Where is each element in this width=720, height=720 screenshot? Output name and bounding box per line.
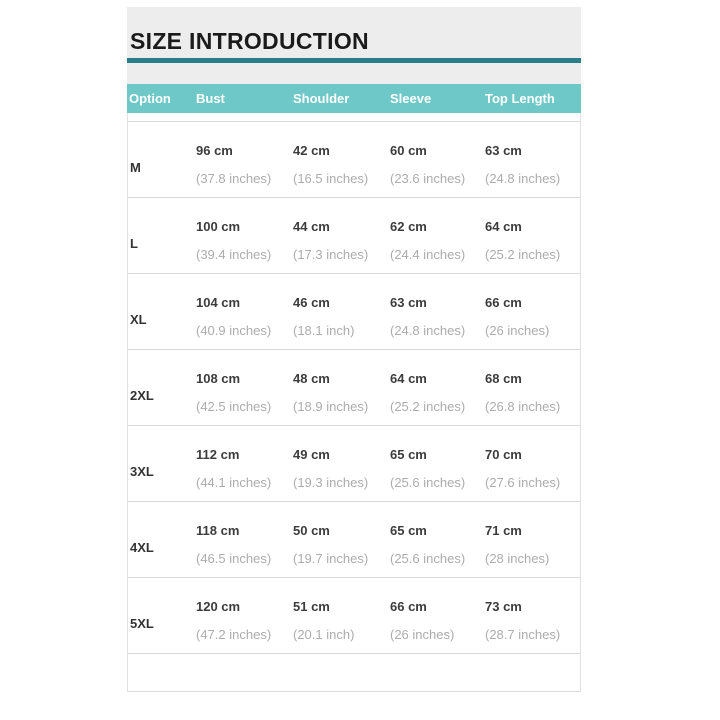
top-length-inches-value: (25.2 inches) <box>485 247 561 262</box>
bust-cm-value: 120 cm <box>196 599 241 614</box>
bust-inches-value: (46.5 inches) <box>196 551 272 566</box>
shoulder-cell <box>293 198 390 273</box>
sleeve-cm-value: 65 cm <box>390 523 427 538</box>
bust-cell <box>196 198 293 273</box>
bust-inches-value: (44.1 inches) <box>196 475 272 490</box>
sleeve-inches-value: (23.6 inches) <box>390 171 466 186</box>
sleeve-cm-value: 64 cm <box>390 371 427 386</box>
top-length-inches-value: (26.8 inches) <box>485 399 561 414</box>
sleeve-inches-value: (24.8 inches) <box>390 323 466 338</box>
sleeve-inches-value: (24.4 inches) <box>390 247 466 262</box>
bust-cell <box>196 426 293 501</box>
column-header-shoulder: Shoulder <box>293 91 350 106</box>
shoulder-cell <box>293 274 390 349</box>
sleeve-inches-value: (25.6 inches) <box>390 551 466 566</box>
option-label: 3XL <box>130 464 154 479</box>
header-spacer-row <box>128 113 580 121</box>
sleeve-cm-value: 62 cm <box>390 219 427 234</box>
bust-cm-value: 96 cm <box>196 143 233 158</box>
option-label: M <box>130 160 141 175</box>
table-row-3xl <box>128 425 580 501</box>
size-chart-section <box>127 7 581 692</box>
table-row-2xl <box>128 349 580 425</box>
bust-cm-value: 100 cm <box>196 219 241 234</box>
top-length-cell <box>485 198 579 273</box>
bust-inches-value: (37.8 inches) <box>196 171 272 186</box>
shoulder-cm-value: 51 cm <box>293 599 330 614</box>
column-header-bust: Bust <box>196 91 225 106</box>
top-length-cell <box>485 350 579 425</box>
title-band <box>127 7 581 84</box>
column-header-option: Option <box>129 91 171 106</box>
sleeve-cell <box>390 350 485 425</box>
sleeve-cell <box>390 122 485 197</box>
shoulder-cm-value: 44 cm <box>293 219 330 234</box>
page-title: SIZE INTRODUCTION <box>130 28 369 54</box>
bust-inches-value: (39.4 inches) <box>196 247 272 262</box>
option-label: L <box>130 236 138 251</box>
top-length-cm-value: 68 cm <box>485 371 522 386</box>
sleeve-inches-value: (26 inches) <box>390 627 455 642</box>
bust-inches-value: (47.2 inches) <box>196 627 272 642</box>
sleeve-cell <box>390 274 485 349</box>
bust-cell <box>196 122 293 197</box>
top-length-inches-value: (26 inches) <box>485 323 550 338</box>
empty-footer-row <box>128 653 580 691</box>
top-length-cm-value: 66 cm <box>485 295 522 310</box>
column-header-top-length: Top Length <box>485 91 555 106</box>
top-length-cm-value: 63 cm <box>485 143 522 158</box>
shoulder-cm-value: 49 cm <box>293 447 330 462</box>
shoulder-cell <box>293 350 390 425</box>
bust-cm-value: 118 cm <box>196 523 240 538</box>
top-length-cell <box>485 274 579 349</box>
sleeve-cm-value: 66 cm <box>390 599 427 614</box>
bust-cell <box>196 502 293 577</box>
bust-cm-value: 112 cm <box>196 447 240 462</box>
bust-cm-value: 104 cm <box>196 295 241 310</box>
option-label: 2XL <box>130 388 154 403</box>
sleeve-cell <box>390 198 485 273</box>
sleeve-inches-value: (25.6 inches) <box>390 475 466 490</box>
shoulder-cell <box>293 122 390 197</box>
table-row-4xl <box>128 501 580 577</box>
shoulder-inches-value: (18.1 inch) <box>293 323 355 338</box>
top-length-cm-value: 71 cm <box>485 523 522 538</box>
bust-inches-value: (40.9 inches) <box>196 323 272 338</box>
shoulder-cm-value: 50 cm <box>293 523 330 538</box>
table-row-l <box>128 197 580 273</box>
top-length-cell <box>485 122 579 197</box>
top-length-cm-value: 73 cm <box>485 599 522 614</box>
shoulder-inches-value: (18.9 inches) <box>293 399 369 414</box>
shoulder-cell <box>293 426 390 501</box>
option-label: 5XL <box>130 616 154 631</box>
top-length-inches-value: (28.7 inches) <box>485 627 561 642</box>
bust-cell <box>196 578 293 653</box>
column-header-sleeve: Sleeve <box>390 91 432 106</box>
top-length-inches-value: (24.8 inches) <box>485 171 561 186</box>
option-label: XL <box>130 312 147 327</box>
shoulder-inches-value: (16.5 inches) <box>293 171 369 186</box>
sleeve-cell <box>390 426 485 501</box>
sleeve-cell <box>390 502 485 577</box>
table-row-5xl <box>128 577 580 653</box>
sleeve-inches-value: (25.2 inches) <box>390 399 466 414</box>
sleeve-cm-value: 65 cm <box>390 447 427 462</box>
shoulder-cm-value: 46 cm <box>293 295 330 310</box>
sleeve-cell <box>390 578 485 653</box>
size-table-body <box>127 113 581 692</box>
sleeve-cm-value: 60 cm <box>390 143 427 158</box>
bust-cell <box>196 274 293 349</box>
table-row-xl <box>128 273 580 349</box>
top-length-cm-value: 64 cm <box>485 219 522 234</box>
top-length-cm-value: 70 cm <box>485 447 522 462</box>
bust-cell <box>196 350 293 425</box>
shoulder-inches-value: (19.7 inches) <box>293 551 369 566</box>
option-label: 4XL <box>130 540 154 555</box>
top-length-inches-value: (28 inches) <box>485 551 550 566</box>
top-length-inches-value: (27.6 inches) <box>485 475 561 490</box>
shoulder-cell <box>293 578 390 653</box>
bust-cm-value: 108 cm <box>196 371 241 386</box>
top-length-cell <box>485 426 579 501</box>
shoulder-inches-value: (19.3 inches) <box>293 475 369 490</box>
sleeve-cm-value: 63 cm <box>390 295 427 310</box>
top-length-cell <box>485 578 579 653</box>
shoulder-cm-value: 48 cm <box>293 371 330 386</box>
shoulder-inches-value: (17.3 inches) <box>293 247 369 262</box>
table-row-m <box>128 121 580 197</box>
shoulder-inches-value: (20.1 inch) <box>293 627 355 642</box>
top-length-cell <box>485 502 579 577</box>
shoulder-cm-value: 42 cm <box>293 143 330 158</box>
size-table-header-row <box>127 84 581 113</box>
shoulder-cell <box>293 502 390 577</box>
bust-inches-value: (42.5 inches) <box>196 399 272 414</box>
